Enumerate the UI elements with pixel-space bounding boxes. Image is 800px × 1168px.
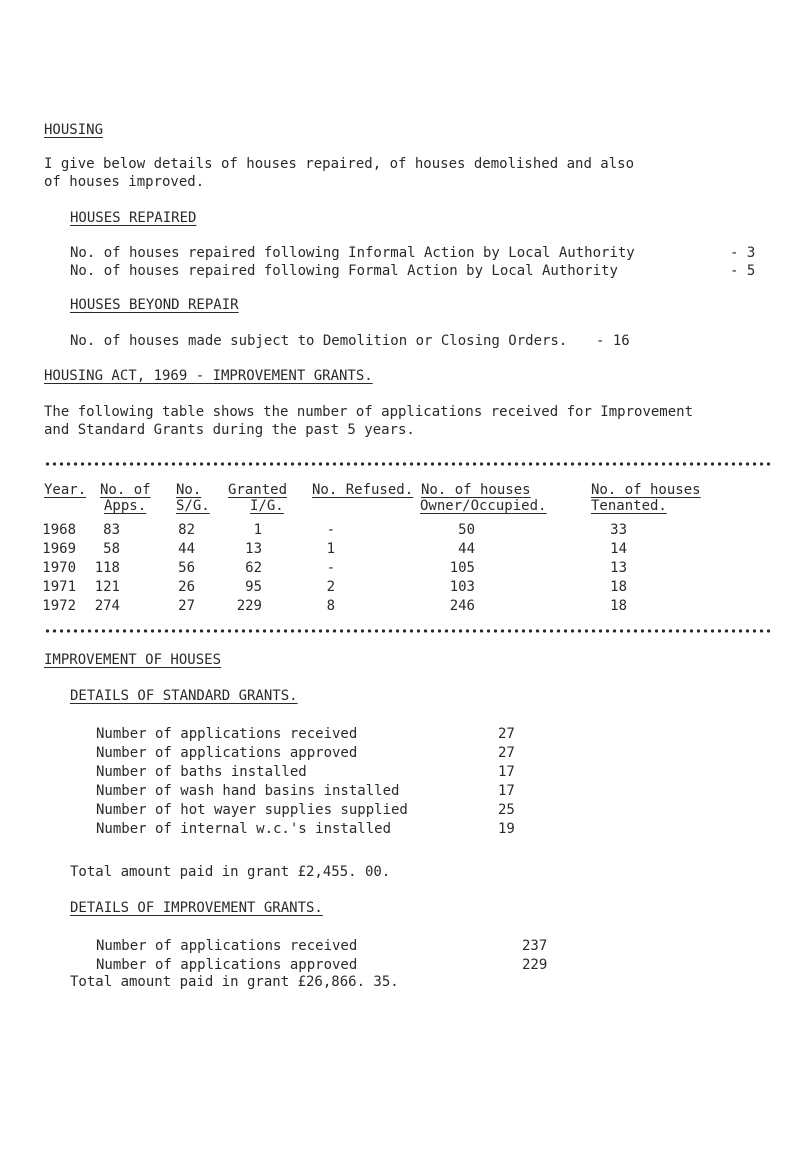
improvement-grants-title: DETAILS OF IMPROVEMENT GRANTS.	[70, 900, 323, 916]
table-cell-owner-occupied: 105	[449, 560, 475, 576]
table-cell-tenanted: 14	[610, 541, 627, 557]
col-header-apps-top: No. of	[100, 482, 151, 498]
table-cell-apps: 83	[103, 522, 120, 538]
table-cell-year: 1972	[42, 598, 76, 614]
grant-item-value: 237	[522, 938, 548, 954]
col-header-ig-bottom: I/G.	[250, 498, 284, 514]
standard-item-value: 17	[498, 783, 515, 799]
intro-line-2: of houses improved.	[44, 174, 205, 190]
table-cell-ig: 13	[245, 541, 262, 557]
standard-item-label: Number of hot wayer supplies supplied	[96, 802, 408, 818]
page-heading: HOUSING	[44, 122, 104, 138]
repaired-informal-value: - 3	[730, 245, 756, 261]
dotted-rule-top	[44, 462, 772, 466]
table-cell-sg: 44	[178, 541, 195, 557]
standard-item-label: Number of applications received	[96, 726, 358, 742]
improvement-title: IMPROVEMENT OF HOUSES	[44, 652, 222, 668]
table-cell-sg: 56	[178, 560, 195, 576]
improvement-total: Total amount paid in grant £26,866. 35.	[70, 974, 399, 990]
col-header-sg-bottom: S/G.	[176, 498, 210, 514]
col-header-owner-top: No. of houses	[421, 482, 531, 498]
beyond-repair-text: No. of houses made subject to Demolition or Closing Orders.	[70, 333, 568, 349]
col-header-refused: No. Refused.	[312, 482, 414, 498]
housing-act-title: HOUSING ACT, 1969 - IMPROVEMENT GRANTS.	[44, 368, 373, 384]
table-cell-ig: 1	[253, 522, 262, 538]
standard-item-label: Number of wash hand basins installed	[96, 783, 400, 799]
table-cell-owner-occupied: 246	[449, 598, 475, 614]
standard-item-label: Number of baths installed	[96, 764, 307, 780]
col-header-tenanted-bottom: Tenanted.	[591, 498, 667, 514]
table-cell-sg: 26	[178, 579, 195, 595]
houses-repaired-title: HOUSES REPAIRED	[70, 210, 197, 226]
table-cell-refused: -	[326, 560, 335, 576]
col-header-owner-bottom: Owner/Occupied.	[420, 498, 547, 514]
standard-item-value: 19	[498, 821, 515, 837]
standard-item-label: Number of internal w.c.'s installed	[96, 821, 392, 837]
table-cell-tenanted: 18	[610, 579, 627, 595]
beyond-repair-title: HOUSES BEYOND REPAIR	[70, 297, 239, 313]
table-cell-apps: 58	[103, 541, 120, 557]
table-cell-refused: 8	[326, 598, 335, 614]
col-header-tenanted-top: No. of houses	[591, 482, 701, 498]
table-cell-tenanted: 13	[610, 560, 627, 576]
table-cell-apps: 121	[94, 579, 120, 595]
table-cell-apps: 274	[94, 598, 120, 614]
grant-item-label: Number of applications approved	[96, 957, 358, 973]
act-para-line-2: and Standard Grants during the past 5 years.	[44, 422, 415, 438]
table-cell-tenanted: 18	[610, 598, 627, 614]
table-cell-owner-occupied: 50	[458, 522, 475, 538]
col-header-ig-top: Granted	[228, 482, 288, 498]
standard-item-value: 27	[498, 726, 515, 742]
table-cell-year: 1969	[42, 541, 76, 557]
standard-grants-title: DETAILS OF STANDARD GRANTS.	[70, 688, 298, 704]
table-cell-sg: 82	[178, 522, 195, 538]
table-cell-owner-occupied: 44	[458, 541, 475, 557]
table-cell-refused: -	[326, 522, 335, 538]
table-cell-refused: 1	[326, 541, 335, 557]
grant-item-label: Number of applications received	[96, 938, 358, 954]
table-cell-owner-occupied: 103	[449, 579, 475, 595]
repaired-formal-value: - 5	[730, 263, 756, 279]
col-header-apps-bottom: Apps.	[104, 498, 147, 514]
table-cell-tenanted: 33	[610, 522, 627, 538]
table-cell-year: 1968	[42, 522, 76, 538]
table-cell-ig: 95	[245, 579, 262, 595]
table-cell-apps: 118	[94, 560, 120, 576]
table-cell-refused: 2	[326, 579, 335, 595]
standard-item-label: Number of applications approved	[96, 745, 358, 761]
act-para-line-1: The following table shows the number of applications received for Improvement	[44, 404, 694, 420]
standard-item-value: 27	[498, 745, 515, 761]
dotted-rule-bottom	[44, 629, 772, 633]
repaired-informal-text: No. of houses repaired following Informal Action by Local Authority	[70, 245, 635, 261]
intro-line-1: I give below details of houses repaired, of houses demolished and also	[44, 156, 635, 172]
beyond-repair-value: - 16	[596, 333, 630, 349]
table-cell-sg: 27	[178, 598, 195, 614]
table-cell-year: 1970	[42, 560, 76, 576]
col-header-year: Year.	[44, 482, 87, 498]
standard-total: Total amount paid in grant £2,455. 00.	[70, 864, 391, 880]
standard-item-value: 17	[498, 764, 515, 780]
table-cell-year: 1971	[42, 579, 76, 595]
table-cell-ig: 62	[245, 560, 262, 576]
table-cell-ig: 229	[236, 598, 262, 614]
standard-item-value: 25	[498, 802, 515, 818]
col-header-sg-top: No.	[176, 482, 202, 498]
repaired-formal-text: No. of houses repaired following Formal Action by Local Authority	[70, 263, 618, 279]
grant-item-value: 229	[522, 957, 548, 973]
